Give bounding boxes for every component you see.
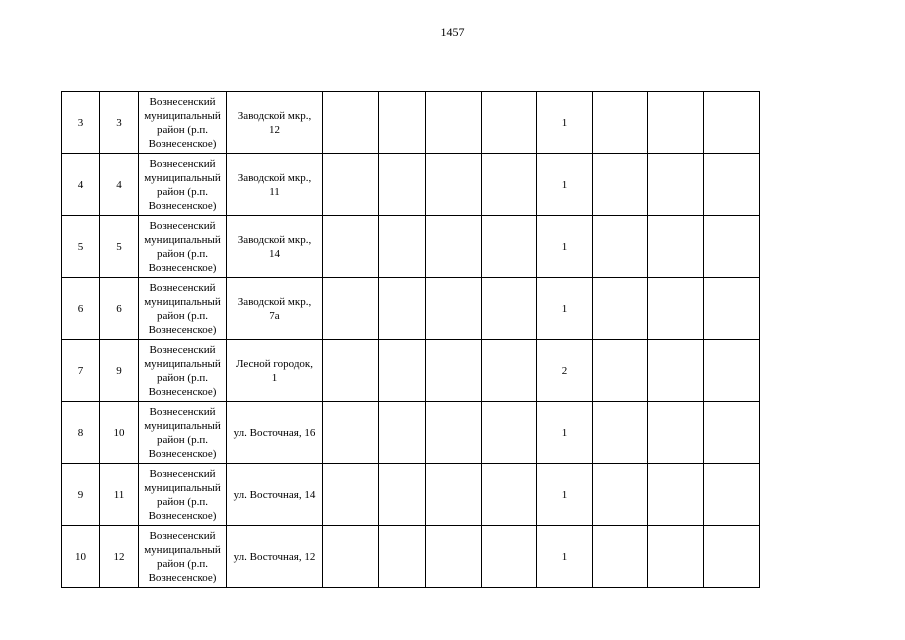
cell-line: муниципальный [144,295,221,308]
cell-count: 1 [537,526,593,588]
cell-line: муниципальный [144,543,221,556]
cell-line: Вознесенское) [148,323,217,336]
cell-empty [426,92,482,154]
table-row [62,464,760,526]
cell-empty [482,526,537,588]
cell-empty [426,340,482,402]
cell-empty [379,216,426,278]
table-row [62,154,760,216]
cell-empty [379,402,426,464]
cell-row-number: 7 [62,340,100,402]
cell-line: 1 [271,371,278,384]
cell-count: 1 [537,92,593,154]
cell-count: 1 [537,278,593,340]
cell-line: муниципальный [144,481,221,494]
cell-address [227,526,323,588]
cell-district [139,216,227,278]
cell-empty [426,526,482,588]
cell-row-number: 8 [62,402,100,464]
cell-line: район (р.п. [157,371,208,384]
cell-empty [593,278,648,340]
cell-empty [648,402,704,464]
cell-line: Вознесенский [149,343,216,356]
table-row [62,92,760,154]
cell-row-number: 6 [62,278,100,340]
cell-empty [593,402,648,464]
cell-empty [593,526,648,588]
cell-object-id: 10 [100,402,139,464]
cell-line: муниципальный [144,233,221,246]
cell-line: Вознесенское) [148,385,217,398]
cell-empty [593,154,648,216]
cell-line: район (р.п. [157,123,208,136]
cell-empty [593,340,648,402]
cell-empty [704,154,760,216]
cell-line: Заводской мкр., [237,171,312,184]
cell-district [139,278,227,340]
cell-district [139,402,227,464]
cell-count: 2 [537,340,593,402]
cell-object-id: 9 [100,340,139,402]
cell-object-id: 12 [100,526,139,588]
cell-empty [426,216,482,278]
cell-empty [593,92,648,154]
cell-object-id: 4 [100,154,139,216]
cell-line: Заводской мкр., [237,295,312,308]
cell-empty [704,340,760,402]
cell-empty [482,154,537,216]
cell-line: район (р.п. [157,433,208,446]
cell-empty [648,278,704,340]
cell-address [227,278,323,340]
cell-line: ул. Восточная, 12 [233,550,316,563]
cell-empty [323,340,379,402]
cell-district [139,526,227,588]
cell-line: муниципальный [144,171,221,184]
cell-line: район (р.п. [157,185,208,198]
cell-count: 1 [537,402,593,464]
cell-empty [482,278,537,340]
cell-line: муниципальный [144,419,221,432]
cell-line: Вознесенское) [148,137,217,150]
cell-line: Вознесенский [149,219,216,232]
cell-object-id: 5 [100,216,139,278]
cell-empty [426,464,482,526]
cell-address [227,340,323,402]
cell-line: Вознесенское) [148,509,217,522]
cell-line: район (р.п. [157,309,208,322]
cell-line: Вознесенское) [148,571,217,584]
cell-line: Вознесенский [149,95,216,108]
data-table [61,91,760,588]
cell-line: Вознесенский [149,281,216,294]
cell-row-number: 9 [62,464,100,526]
cell-address [227,402,323,464]
cell-line: Вознесенский [149,157,216,170]
table-body [62,92,760,588]
cell-district [139,340,227,402]
cell-empty [648,154,704,216]
cell-empty [482,340,537,402]
cell-line: муниципальный [144,109,221,122]
cell-line: муниципальный [144,357,221,370]
cell-row-number: 10 [62,526,100,588]
cell-line: район (р.п. [157,247,208,260]
cell-empty [593,216,648,278]
table-row [62,526,760,588]
page-number: 1457 [440,25,465,39]
table-row [62,340,760,402]
cell-line: Вознесенское) [148,447,217,460]
cell-address [227,464,323,526]
cell-empty [704,278,760,340]
cell-line: ул. Восточная, 16 [233,426,316,439]
cell-empty [482,92,537,154]
cell-row-number: 4 [62,154,100,216]
cell-row-number: 3 [62,92,100,154]
cell-object-id: 3 [100,92,139,154]
cell-line: 11 [269,185,280,198]
cell-empty [426,402,482,464]
cell-line: Вознесенское) [148,261,217,274]
cell-count: 1 [537,154,593,216]
cell-line: Вознесенский [149,467,216,480]
cell-empty [379,526,426,588]
cell-address [227,92,323,154]
cell-empty [648,464,704,526]
cell-empty [704,464,760,526]
cell-empty [323,526,379,588]
cell-empty [323,402,379,464]
cell-empty [482,402,537,464]
cell-line: Вознесенское) [148,199,217,212]
cell-empty [323,92,379,154]
cell-address [227,216,323,278]
cell-line: ул. Восточная, 14 [233,488,316,501]
cell-empty [648,92,704,154]
cell-line: Заводской мкр., [237,233,312,246]
cell-line: район (р.п. [157,557,208,570]
cell-empty [482,464,537,526]
cell-empty [379,340,426,402]
cell-empty [379,92,426,154]
cell-empty [426,278,482,340]
cell-line: 14 [269,247,280,260]
cell-empty [379,154,426,216]
cell-empty [648,216,704,278]
cell-count: 1 [537,464,593,526]
cell-empty [704,92,760,154]
cell-line: Вознесенский [149,405,216,418]
cell-empty [704,216,760,278]
cell-line: Заводской мкр., [237,109,312,122]
cell-count: 1 [537,216,593,278]
table-row [62,278,760,340]
cell-line: Вознесенский [149,529,216,542]
cell-address [227,154,323,216]
cell-empty [704,526,760,588]
cell-object-id: 6 [100,278,139,340]
cell-empty [648,340,704,402]
table-row [62,402,760,464]
cell-empty [704,402,760,464]
cell-object-id: 11 [100,464,139,526]
cell-empty [323,464,379,526]
cell-line: 7а [269,309,280,322]
cell-district [139,92,227,154]
cell-line: 12 [269,123,280,136]
table-row [62,216,760,278]
cell-line: район (р.п. [157,495,208,508]
cell-line: Лесной городок, [235,357,314,370]
cell-empty [323,154,379,216]
cell-empty [482,216,537,278]
cell-district [139,154,227,216]
cell-row-number: 5 [62,216,100,278]
cell-empty [323,216,379,278]
cell-empty [323,278,379,340]
cell-empty [648,526,704,588]
cell-empty [379,278,426,340]
cell-empty [426,154,482,216]
cell-empty [379,464,426,526]
cell-district [139,464,227,526]
cell-empty [593,464,648,526]
